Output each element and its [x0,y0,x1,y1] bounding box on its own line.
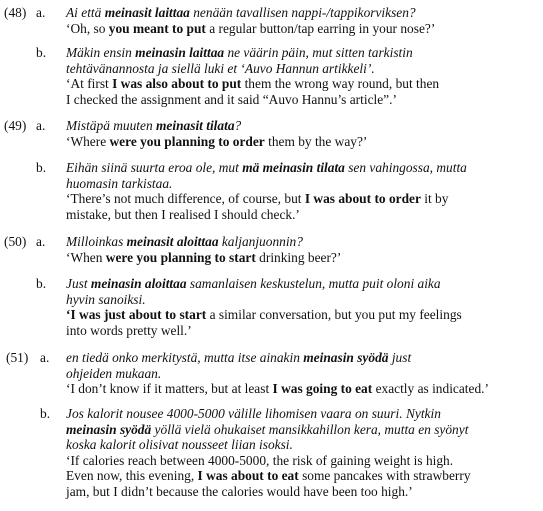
finnish-text [66,234,541,250]
example-item [66,406,541,500]
bold-text-run: was about to order [313,191,421,207]
text-run: ‘Oh, so [66,20,109,36]
bold-text-run: meinasin aloittaa [90,276,187,291]
text-line [66,453,541,469]
bold-text-run: were you planning to order [109,133,265,149]
example-item [66,45,541,107]
item-letter: b. [40,406,51,421]
text-run: samanlaisen keskustelun, mutta puit oloni aika [186,276,441,291]
text-run: tehtävänannosta ja siellä luki et ‘Auvo Hannun artikkeli’. [66,60,375,76]
text-run: exactly as indicated.’ [372,381,489,397]
bold-text-run: meinasit tilata [156,118,235,133]
text-line [66,76,541,92]
bold-text-run: meinasin syödä [66,421,152,437]
item-letter: b. [36,160,47,175]
text-line [66,160,541,176]
text-run: drinking beer?’ [255,249,342,265]
text-line [66,176,541,192]
text-run: hyvin sanoiksi. [66,291,146,307]
example-item [66,118,541,149]
text-run: mistake, but then I realised I should check.’ [66,206,300,222]
text-line [66,118,541,134]
text-run: ohjeiden mukaan. [66,365,162,381]
english-translation [66,381,541,397]
text-run: some pancakes with strawberry [298,468,471,484]
bold-text-run: I was going to eat [272,381,373,397]
finnish-text [66,45,541,76]
text-run: Ai että [66,5,105,20]
text-run: ? [234,118,242,133]
bold-text-run: ‘I was just about to start [66,307,207,323]
text-line [66,468,541,484]
english-translation [66,134,541,150]
example-item [66,276,541,338]
bold-text-run: meinasin laittaa [135,45,225,60]
text-run: ‘I don’t know if it matters, but at least [66,381,273,397]
text-run: sen vahingossa, mutta [344,160,467,175]
text-run: nenään tavallisen nappi-/tappikorviksen? [189,5,416,20]
text-run: kaljanjuonnin? [218,234,303,249]
text-run: ‘When [66,249,106,265]
text-run: huomasin tarkistaa. [66,175,173,191]
text-run: Jos kalorit nousee 4000-5000 välille lihomisen vaara on suuri. Nytkin [66,406,441,421]
example-number: (51) [6,350,29,365]
text-line [66,207,541,223]
text-run: yöllä vielä ohukaiset mansikkahillon kera, mutta en syönyt [151,421,469,437]
text-run: koska kalorit olisivat nousseet liian isoksi. [66,437,293,453]
text-line [66,381,541,397]
text-line [66,276,541,292]
bold-text-run: meinasit aloittaa [126,234,219,249]
bold-text-run: were you planning to start [105,249,256,265]
text-run: them the wrong way round, but then [241,76,440,92]
text-run: a regular button/tap earring in your nose?’ [205,20,436,36]
example-number: (50) [4,234,27,249]
text-line [66,234,541,250]
text-line [66,61,541,77]
bold-text-run: you meant to put [108,20,206,36]
example-item [66,234,541,265]
text-line [66,45,541,61]
english-translation [66,250,541,266]
item-letter: a. [36,234,46,249]
text-run: en tiedä onko merkitystä, mutta itse ainakin [66,350,304,365]
text-line [66,21,541,37]
text-line [66,484,541,500]
finnish-text [66,5,541,21]
finnish-text [66,350,541,381]
example-item [66,5,541,36]
text-run: Eihän siinä suurta eroa ole, mut [66,160,243,175]
text-run: jam, but I didn’t because the calories would have been too high.’ [66,483,413,499]
text-run: Milloinkas [66,234,127,249]
text-run: I checked the assignment and it said “Auvo Hannu’s article”.’ [66,91,397,107]
english-translation [66,307,541,338]
text-run: just [388,350,412,365]
finnish-text [66,118,541,134]
english-translation [66,21,541,37]
text-line [66,437,541,453]
text-line [66,134,541,150]
english-translation [66,453,541,500]
text-line [66,292,541,308]
text-line [66,191,541,207]
text-run: it by [420,191,449,207]
text-line [66,323,541,339]
bold-text-run: I [304,191,311,207]
text-line [66,92,541,108]
text-line [66,406,541,422]
item-letter: b. [36,276,47,291]
text-run: Mäkin ensin [66,45,136,60]
text-run: Mistäpä muuten [66,118,157,133]
text-line [66,366,541,382]
text-run: ‘There’s not much difference, of course, but [66,191,305,207]
example-item [66,350,541,397]
item-letter: a. [40,350,50,365]
text-run: ‘Where [66,133,110,149]
text-run: ne väärin päin, mut sitten tarkistin [224,45,413,60]
text-run: Just [66,276,91,291]
bold-text-run: I was about to eat [197,468,299,484]
text-run: Even now, this evening, [66,468,198,484]
text-line [66,307,541,323]
bold-text-run: mä meinasin tilata [242,160,345,175]
bold-text-run: I was also about to put [112,76,242,92]
finnish-text [66,406,541,453]
item-letter: a. [36,118,46,133]
text-run: a similar conversation, but you put my feelings [206,307,462,323]
item-letter: b. [36,45,47,60]
text-line [66,5,541,21]
example-number: (48) [4,5,27,20]
text-run: into words pretty well.’ [66,322,192,338]
text-line [66,350,541,366]
finnish-text [66,276,541,307]
text-run: them by the way?’ [264,133,368,149]
text-line [66,250,541,266]
text-run: ‘If calories reach between 4000-5000, the risk of gaining weight is high. [66,452,454,468]
finnish-text [66,160,541,191]
bold-text-run: meinasit laittaa [104,5,190,20]
english-translation [66,191,541,222]
text-line [66,422,541,438]
english-translation [66,76,541,107]
text-run: ‘At first [66,76,113,92]
example-item [66,160,541,222]
item-letter: a. [36,5,46,20]
bold-text-run: meinasin syödä [303,350,389,365]
example-number: (49) [4,118,27,133]
